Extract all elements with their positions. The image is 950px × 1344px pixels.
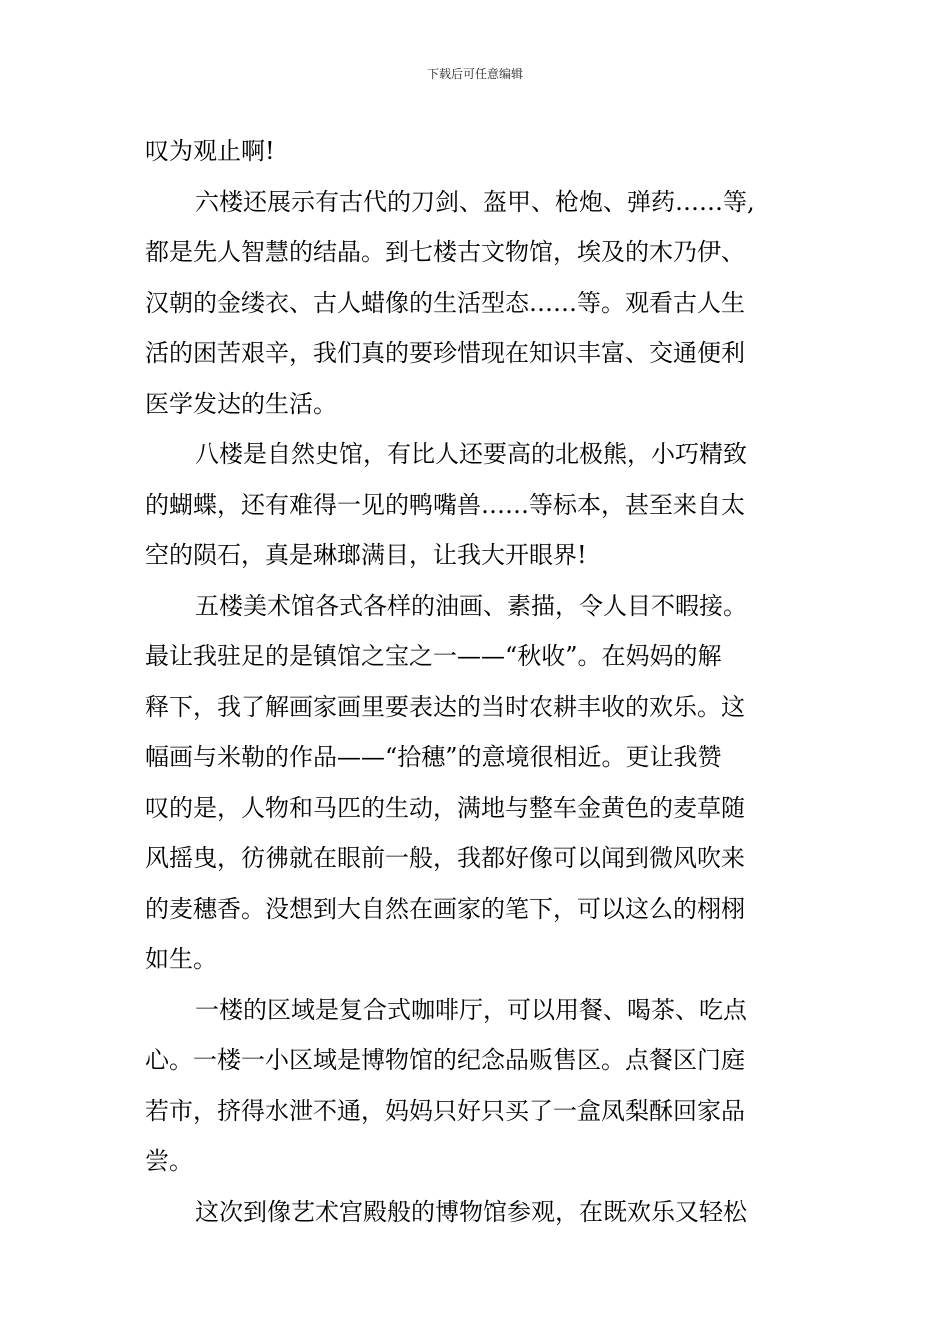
text-line: 空的陨石，真是琳瑯满目，让我大开眼界! — [145, 541, 587, 569]
text-line: 心。一楼一小区域是博物馆的纪念品贩售区。点餐区门庭 — [145, 1046, 745, 1074]
text-line: 一楼的区域是复合式咖啡厅，可以用餐、喝茶、吃点 — [195, 995, 747, 1024]
text-line: 幅画与米勒的作品——“拾穗”的意境很相近。更让我赞 — [145, 743, 722, 771]
text-line: 释下，我了解画家画里要表达的当时农耕丰收的欢乐。这 — [145, 692, 745, 721]
text-line: 都是先人智慧的结晶。到七楼古文物馆，埃及的木乃伊、 — [145, 238, 745, 266]
text-line: 这次到像艺术宫殿般的博物馆参观，在既欢乐又轻松 — [195, 1197, 747, 1226]
text-line: 叹为观止啊! — [145, 137, 275, 165]
text-line: 五楼美术馆各式各样的油画、素描，令人目不暇接。 — [195, 591, 747, 620]
text-line: 如生。 — [145, 945, 217, 973]
text-line: 八楼是自然史馆，有比人还要高的北极熊，小巧精致 — [195, 440, 747, 468]
text-line: 的麦穗香。没想到大自然在画家的笔下，可以这么的栩栩 — [145, 894, 745, 923]
text-line: 医学发达的生活。 — [145, 389, 337, 418]
text-line: 风摇曳，彷彿就在眼前一般，我都好像可以闻到微风吹来 — [145, 844, 745, 872]
document-body — [145, 126, 813, 1237]
text-line: 若市，挤得水泄不通，妈妈只好只买了一盒凤梨酥回家品 — [145, 1096, 745, 1125]
text-line: 最让我驻足的是镇馆之宝之一——“秋收”。在妈妈的解 — [145, 642, 722, 670]
text-line: 的蝴蝶，还有难得一见的鸭嘴兽……等标本，甚至来自太 — [145, 490, 745, 519]
text-line: 尝。 — [145, 1147, 193, 1175]
text-line: 六楼还展示有古代的刀剑、盔甲、枪炮、弹药……等, — [195, 187, 755, 216]
text-line: 叹的是，人物和马匹的生动，满地与整车金黄色的麦草随 — [145, 793, 745, 822]
page-header: 下载后可任意编辑 — [426, 67, 523, 81]
text-line: 活的困苦艰辛，我们真的要珍惜现在知识丰富、交通便利 — [145, 339, 745, 367]
text-line: 汉朝的金缕衣、古人蜡像的生活型态……等。观看古人生 — [145, 288, 745, 317]
